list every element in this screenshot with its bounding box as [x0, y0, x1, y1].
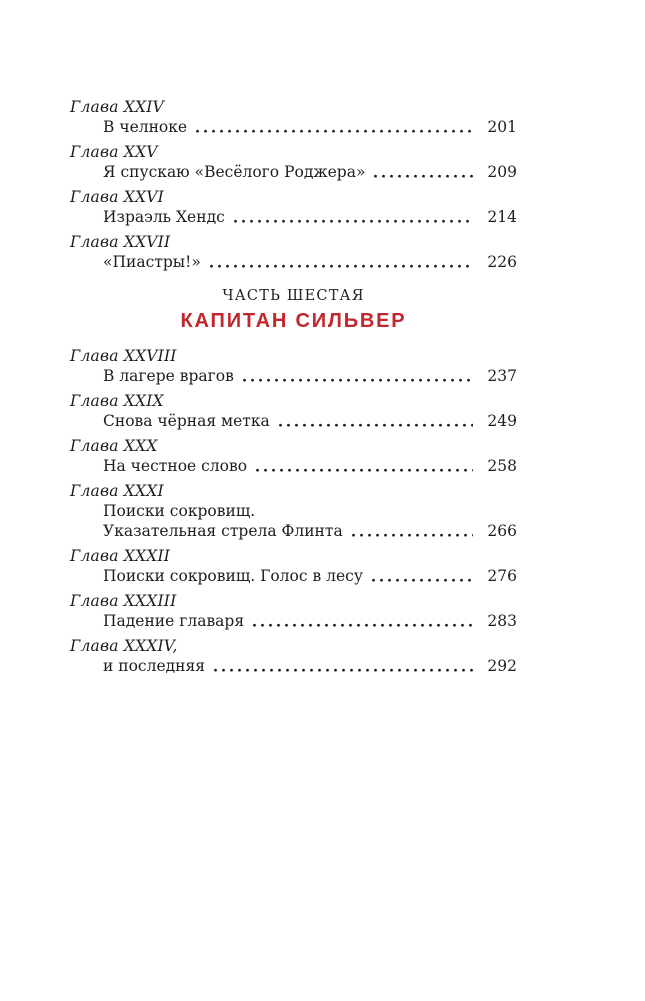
toc-entry	[70, 546, 517, 586]
chapter-label: Глава XXXII	[70, 547, 171, 565]
chapter-title-first-line: Поиски сокровищ.	[103, 502, 256, 520]
chapter-title: Израэль Хендс	[103, 208, 225, 226]
dot-leader	[243, 378, 473, 383]
chapter-title: Падение главаря	[103, 612, 245, 630]
toc-section-six-entries	[70, 346, 517, 676]
part-heading	[70, 286, 517, 333]
page-number: 283	[487, 612, 517, 630]
dot-leader	[253, 623, 473, 628]
page-number: 226	[487, 253, 517, 271]
dot-leader	[196, 129, 473, 134]
chapter-title-row	[70, 366, 517, 386]
chapter-title: и последняя	[103, 657, 206, 675]
chapter-title-row	[70, 566, 517, 586]
chapter-label: Глава XXXI	[70, 482, 164, 500]
chapter-label: Глава XXVIII	[70, 347, 177, 365]
toc-entry	[70, 346, 517, 386]
toc-section-five-entries	[70, 97, 517, 272]
dot-leader	[256, 468, 473, 473]
chapter-title-row	[70, 117, 517, 137]
chapter-label: Глава XXIX	[70, 392, 164, 410]
toc-entry	[70, 391, 517, 431]
toc-entry	[70, 591, 517, 631]
chapter-label: Глава XXV	[70, 143, 158, 161]
chapter-title-row	[70, 411, 517, 431]
chapter-title-row	[70, 521, 517, 541]
dot-leader	[214, 668, 473, 673]
dot-leader	[210, 264, 473, 269]
chapter-title: Я спускаю «Весёлого Роджера»	[103, 163, 366, 181]
toc-entry	[70, 142, 517, 182]
toc-entry	[70, 636, 517, 676]
chapter-label: Глава XXXIV,	[70, 637, 178, 655]
chapter-title-row	[70, 656, 517, 676]
chapter-title: На честное слово	[103, 457, 248, 475]
page-number: 266	[487, 522, 517, 540]
page-number: 209	[487, 163, 517, 181]
dot-leader	[372, 578, 473, 583]
chapter-title-row	[70, 207, 517, 227]
chapter-title-row	[70, 252, 517, 272]
dot-leader	[374, 174, 473, 179]
toc-entry	[70, 97, 517, 137]
dot-leader	[352, 533, 473, 538]
toc-entry	[70, 187, 517, 227]
dot-leader	[279, 423, 473, 428]
dot-leader	[234, 219, 473, 224]
chapter-title: Снова чёрная метка	[103, 412, 270, 430]
chapter-title: «Пиастры!»	[103, 253, 201, 271]
chapter-label: Глава XXIV	[70, 98, 164, 116]
chapter-title-row	[70, 162, 517, 182]
chapter-label: Глава XXVII	[70, 233, 171, 251]
chapter-title: Указательная стрела Флинта	[103, 522, 343, 540]
part-title: КАПИТАН СИЛЬВЕР	[180, 310, 407, 332]
page-number: 258	[487, 457, 517, 475]
chapter-title: В челноке	[103, 118, 188, 136]
page-number: 249	[487, 412, 517, 430]
page-number: 292	[487, 657, 517, 675]
toc-entry	[70, 232, 517, 272]
page-number: 201	[487, 118, 517, 136]
page-number: 237	[487, 367, 517, 385]
chapter-title-row	[70, 456, 517, 476]
page-number: 276	[487, 567, 517, 585]
chapter-title: Поиски сокровищ. Голос в лесу	[103, 567, 363, 585]
chapter-title: В лагере врагов	[103, 367, 234, 385]
toc-entry	[70, 481, 517, 541]
chapter-title-row	[70, 611, 517, 631]
chapter-label: Глава XXX	[70, 437, 158, 455]
page-number: 214	[487, 208, 517, 226]
chapter-label: Глава XXXIII	[70, 592, 177, 610]
part-number-label: ЧАСТЬ ШЕСТАЯ	[222, 288, 365, 304]
chapter-label: Глава XXVI	[70, 188, 164, 206]
toc-entry	[70, 436, 517, 476]
